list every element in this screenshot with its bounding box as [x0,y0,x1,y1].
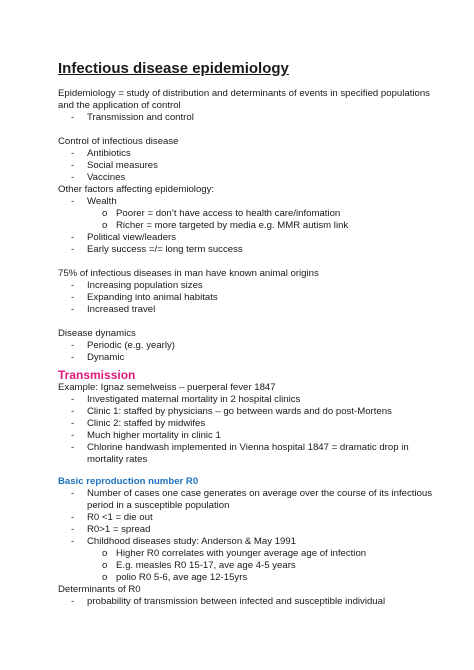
section-label: Other factors affecting epidemiology: [58,184,215,195]
bullet-dash: - [71,340,75,351]
section-label: Control of infectious disease [58,136,179,147]
bullet-item: Antibiotics [87,148,131,159]
bullet-dash: - [71,196,75,207]
bullet-dash: - [71,232,75,243]
section-heading-transmission: Transmission [58,368,136,382]
page-title: Infectious disease epidemiology [58,60,289,77]
sub-bullet-circle: o [102,572,108,583]
bullet-item: Early success =/= long term success [87,244,243,255]
bullet-item: Clinic 2: staffed by midwifes [87,418,206,429]
definition-line: and the application of control [58,100,181,111]
bullet-item: R0>1 = spread [87,524,151,535]
sub-bullet-circle: o [102,220,108,231]
bullet-item: Clinic 1: staffed by physicians – go between wards and do post-Mortens [87,406,392,417]
bullet-dash: - [71,418,75,429]
sub-bullet-circle: o [102,548,108,559]
bullet-item: R0 <1 = die out [87,512,153,523]
bullet-dash: - [71,512,75,523]
bullet-item: Increasing population sizes [87,280,203,291]
bullet-dash: - [71,406,75,417]
bullet-dash: - [71,148,75,159]
sub-bullet-item: Higher R0 correlates with younger average age of infection [116,548,367,559]
bullet-item: Vaccines [87,172,126,183]
bullet-item: Wealth [87,196,117,207]
section-label: Determinants of R0 [58,584,141,595]
bullet-item: Periodic (e.g. yearly) [87,340,175,351]
bullet-dash: - [71,488,75,499]
bullet-dash: - [71,430,75,441]
bullet-dash: - [71,304,75,315]
sub-bullet-circle: o [102,560,108,571]
bullet-dash: - [71,442,75,453]
bullet-item-continued: period in a susceptible population [87,500,230,511]
bullet-item: Investigated maternal mortality in 2 hospital clinics [87,394,301,405]
bullet-dash: - [71,280,75,291]
bullet-item: Social measures [87,160,158,171]
bullet-dash: - [71,292,75,303]
bullet-item: Increased travel [87,304,156,315]
definition-line: Epidemiology = study of distribution and determinants of events in specified populations [58,88,430,99]
bullet-dash: - [71,536,75,547]
bullet-dash: - [71,352,75,363]
section-label: Disease dynamics [58,328,136,339]
bullet-item: Transmission and control [87,112,194,123]
bullet-item: Childhood diseases study: Anderson & May 1991 [87,536,297,547]
example-line: Example: Ignaz semelweiss – puerperal fever 1847 [58,382,276,393]
bullet-dash: - [71,596,75,607]
bullet-item: Dynamic [87,352,125,363]
sub-bullet-item: Poorer = don’t have access to health care/infomation [116,208,341,219]
sub-bullet-item: polio R0 5-6, ave age 12-15yrs [116,572,248,583]
section-label: 75% of infectious diseases in man have known animal origins [58,268,319,279]
bullet-dash: - [71,244,75,255]
bullet-dash: - [71,394,75,405]
bullet-item-continued: mortality rates [87,454,148,465]
bullet-item: Much higher mortality in clinic 1 [87,430,221,441]
bullet-dash: - [71,524,75,535]
bullet-dash: - [71,112,75,123]
bullet-item: Expanding into animal habitats [87,292,218,303]
sub-bullet-circle: o [102,208,108,219]
bullet-item: Chlorine handwash implemented in Vienna hospital 1847 = dramatic drop in [87,442,409,453]
bullet-item: Number of cases one case generates on average over the course of its infectious [87,488,433,499]
sub-bullet-item: E.g. measles R0 15-17, ave age 4-5 years [116,560,296,571]
bullet-dash: - [71,172,75,183]
bullet-item: Political view/leaders [87,232,177,243]
bullet-dash: - [71,160,75,171]
bullet-item: probability of transmission between infected and susceptible individual [87,596,386,607]
sub-bullet-item: Richer = more targeted by media e.g. MMR autism link [116,220,349,231]
subsection-heading-r0: Basic reproduction number R0 [58,476,199,487]
